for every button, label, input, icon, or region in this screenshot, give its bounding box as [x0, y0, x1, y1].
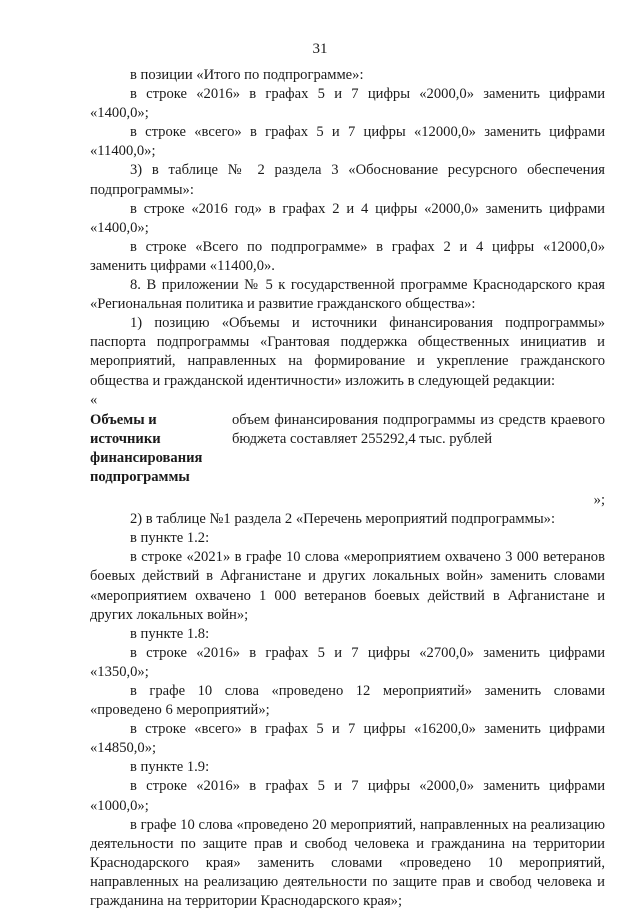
paragraph: 1) позицию «Объемы и источники финансирования подпрограммы» паспорта подпрограммы «Грантовая поддержка общественных инициатив и мероприятий, направленных на формирование и укрепление гражданского общества и гражданской идентичности» изложить в следующей редакции:	[90, 315, 605, 389]
close-quote: »;	[593, 492, 605, 509]
paragraph: 8. В приложении № 5 к государственной программе Краснодарского края «Региональная политика и развитие гражданского общества»:	[90, 277, 605, 313]
open-quote: «	[90, 391, 98, 408]
document-body	[90, 66, 605, 911]
paragraph: в пункте 1.9:	[130, 759, 210, 776]
paragraph: в строке «2016» в графах 5 и 7 цифры «2700,0» заменить цифрами «1350,0»;	[90, 644, 605, 680]
paragraph: в строке «всего» в графах 5 и 7 цифры «12000,0» заменить цифрами «11400,0»;	[90, 124, 605, 160]
paragraph: в строке «Всего по подпрограмме» в графах 2 и 4 цифры «12000,0» заменить цифрами «11400,0».	[90, 238, 605, 274]
paragraph: 2) в таблице №1 раздела 2 «Перечень мероприятий подпрограммы»:	[130, 511, 556, 528]
paragraph: в строке «всего» в графах 5 и 7 цифры «16200,0» заменить цифрами «14850,0»;	[90, 721, 605, 757]
paragraph: в позиции «Итого по подпрограмме»:	[130, 67, 364, 83]
paragraph: в строке «2021» в графе 10 слова «мероприятием охвачено 3 000 ветеранов боевых действий в Афганистане и других локальных войн» заменить словами «мероприятием охвачено 1 000 ветеранов боевых действий в Афганистане и других локальных войн»;	[90, 549, 605, 623]
paragraph: в пункте 1.8:	[130, 625, 210, 642]
paragraph: в графе 10 слова «проведено 12 мероприятий» заменить словами «проведено 6 мероприятий»;	[90, 683, 605, 719]
paragraph: в строке «2016» в графах 5 и 7 цифры «2000,0» заменить цифрами «1000,0»;	[90, 778, 605, 814]
paragraph: в графе 10 слова «проведено 20 мероприятий, направленных на реализацию деятельности по защите прав и свобод человека и гражданина на территории Краснодарского края» заменить словами «проведено 10 мероприятий, направленных на реализацию деятельности по защите прав и свобод человека и гражданина на территории Краснодарского края»;	[90, 816, 605, 910]
paragraph: в строке «2016» в графах 5 и 7 цифры «2000,0» заменить цифрами «1400,0»;	[90, 86, 605, 122]
paragraph: в пункте 1.2:	[130, 530, 210, 547]
passport-label: Объемы и источники финансирования подпрограммы	[90, 411, 203, 485]
paragraph: 3) в таблице № 2 раздела 3 «Обоснование ресурсного обеспечения подпрограммы»:	[90, 162, 605, 198]
passport-value: объем финансирования подпрограммы из средств краевого бюджета составляет 255292,4 тыс. рублей	[232, 411, 605, 447]
passport-table-row	[90, 411, 605, 487]
paragraph: в строке «2016 год» в графах 2 и 4 цифры «2000,0» заменить цифрами «1400,0»;	[90, 200, 605, 236]
page-number: 31	[312, 41, 328, 57]
